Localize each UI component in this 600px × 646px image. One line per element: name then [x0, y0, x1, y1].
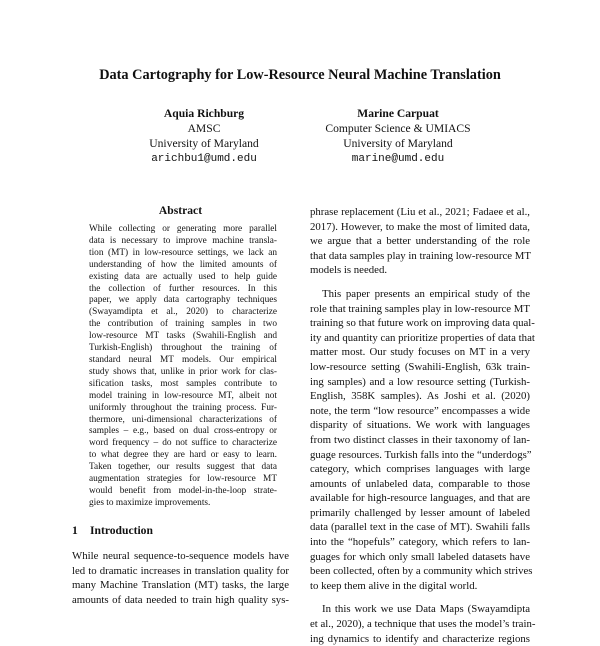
text-line: ity and quantity can prioritize properties of data that — [310, 331, 535, 344]
author-name: Marine Carpuat — [357, 107, 439, 120]
intro-line: amounts of data needed to train high quality sys- — [72, 593, 289, 606]
abstract-line: the contribution of training samples in two — [89, 319, 277, 330]
text-line: category, which comprises languages with large — [310, 463, 530, 476]
text-line: data (parallel text in the case of MT). Swahili falls — [310, 521, 530, 534]
text-line: In this work we use Data Maps (Swayamdipta — [322, 603, 530, 616]
text-line: that data samples play in training low-resource MT — [310, 249, 531, 262]
abstract-line: to what degree they are hard or easy to learn. — [89, 450, 277, 461]
abstract-line: While collecting or generating more parallel — [89, 224, 277, 234]
abstract-line: Turkish-English) throughout the training of — [89, 343, 277, 354]
abstract-line: uniformly throughout the training process. Fur- — [89, 402, 277, 413]
text-line: note, the term “low resource” encompasses a wide — [310, 404, 530, 417]
section-title: Introduction — [90, 524, 153, 537]
abstract-heading: Abstract — [158, 204, 203, 217]
author-email: arichbu1@umd.edu — [151, 152, 257, 165]
intro-line: many Machine Translation (MT) tasks, the large — [72, 579, 289, 592]
abstract-line: sification tasks, most samples contribute to — [89, 378, 277, 389]
text-line: English, 358K samples). As Joshi et al. (2020) — [310, 390, 530, 403]
text-line: low-resource setting (Swahili-English, 63k train- — [310, 360, 530, 373]
section-heading-introduction — [72, 524, 289, 538]
section-number: 1 — [72, 524, 78, 537]
author-block-2 — [278, 106, 518, 167]
text-line: 2017). However, to make the most of limited data, — [310, 220, 530, 233]
author-affiliation: AMSC — [187, 122, 221, 136]
text-line: primarily challenged by lesser amount of labeled — [310, 506, 530, 519]
text-line: role that training samples play in low-resource MT — [310, 302, 530, 315]
text-line: ing samples) and a low resource setting (Turkish- — [310, 375, 530, 388]
right-column — [310, 205, 536, 646]
author-email: marine@umd.edu — [351, 152, 445, 165]
abstract-line: tion (MT) in low-resource settings, we lack an — [89, 247, 277, 258]
text-line: disparity of situations. We work with languages — [310, 419, 530, 432]
text-line: guage resources. Turkish falls into the “underdogs” — [310, 448, 532, 461]
intro-line: led to dramatic increases in translation quality for — [72, 564, 289, 577]
text-line: amounts of unlabeled data, comparable to those — [310, 477, 530, 490]
abstract-line: low-resource MT tasks (Swahili-English and — [89, 331, 277, 342]
abstract-line: standard neural MT models. Our empirical — [89, 354, 277, 365]
text-line: phrase replacement (Liu et al., 2021; Fadaee et al., — [310, 206, 530, 218]
paper-title: Data Cartography for Low-Resource Neural Machine Translation — [99, 67, 501, 83]
text-line: ing dynamics to identify and characterize regions — [310, 632, 530, 645]
abstract-line: (Swayamdipta et al., 2020) to characterize — [89, 307, 277, 318]
text-line: This paper presents an empirical study of the — [322, 287, 530, 300]
abstract-line: Taken together, our results suggest that data — [89, 462, 277, 473]
paragraph — [310, 602, 536, 646]
abstract-line: the collection of further resources. In this — [89, 283, 277, 294]
introduction-body — [72, 549, 289, 607]
abstract-line: would benefit from model-in-the-loop strate- — [89, 485, 277, 496]
abstract-line: data is necessary to improve machine transla- — [89, 235, 277, 246]
text-line: guages for which only small labeled datasets have — [310, 550, 530, 563]
abstract-line: gies to maximize improvements. — [89, 497, 211, 508]
text-line: models is needed. — [310, 264, 388, 277]
author-name: Aquia Richburg — [163, 107, 245, 120]
intro-line: While neural sequence-to-sequence models have — [72, 550, 289, 562]
abstract-body — [89, 224, 277, 510]
author-affiliation: University of Maryland — [343, 137, 453, 151]
text-line: into the “hopefuls” category, which refers to lan- — [310, 536, 530, 549]
abstract-line: augmentation strategies for low-resource MT — [89, 474, 277, 485]
text-line: to keep them alive in the digital world. — [310, 579, 478, 592]
abstract-line: model training in low-resource MT, albeit not — [89, 390, 277, 401]
abstract-line: word frequency – do not suffice to characterize — [89, 438, 277, 449]
text-line: we argue that a better understanding of the role — [310, 235, 530, 248]
text-line: et al., 2020), a technique that uses the model’s train- — [310, 618, 536, 631]
abstract-line: existing data are actually used to help guide — [89, 271, 277, 282]
abstract-line: study shows that, unlike in prior work for clas- — [89, 366, 277, 377]
author-affiliation: Computer Science & UMIACS — [325, 122, 471, 136]
text-line: available for high-resource languages, and that are — [310, 492, 530, 505]
text-line: training so that future work on improving data qual- — [310, 317, 535, 330]
abstract-line: understanding of how the limited amounts of — [89, 259, 277, 270]
author-affiliation: University of Maryland — [149, 137, 259, 151]
abstract-line: samples – e.g., based on dual cross-entropy or — [89, 426, 277, 437]
paragraph — [310, 287, 535, 593]
text-line: from two distinct classes in their taxonomy of lan- — [310, 433, 530, 446]
paragraph — [310, 205, 530, 278]
abstract-line: paper, we apply data cartography techniques — [89, 295, 277, 306]
text-line: been collected, often by a community which strives — [310, 565, 533, 578]
abstract-line: thermore, uni-dimensional characterizations of — [89, 414, 277, 425]
text-line: matter most. Our study focuses on MT in a very — [310, 346, 530, 359]
